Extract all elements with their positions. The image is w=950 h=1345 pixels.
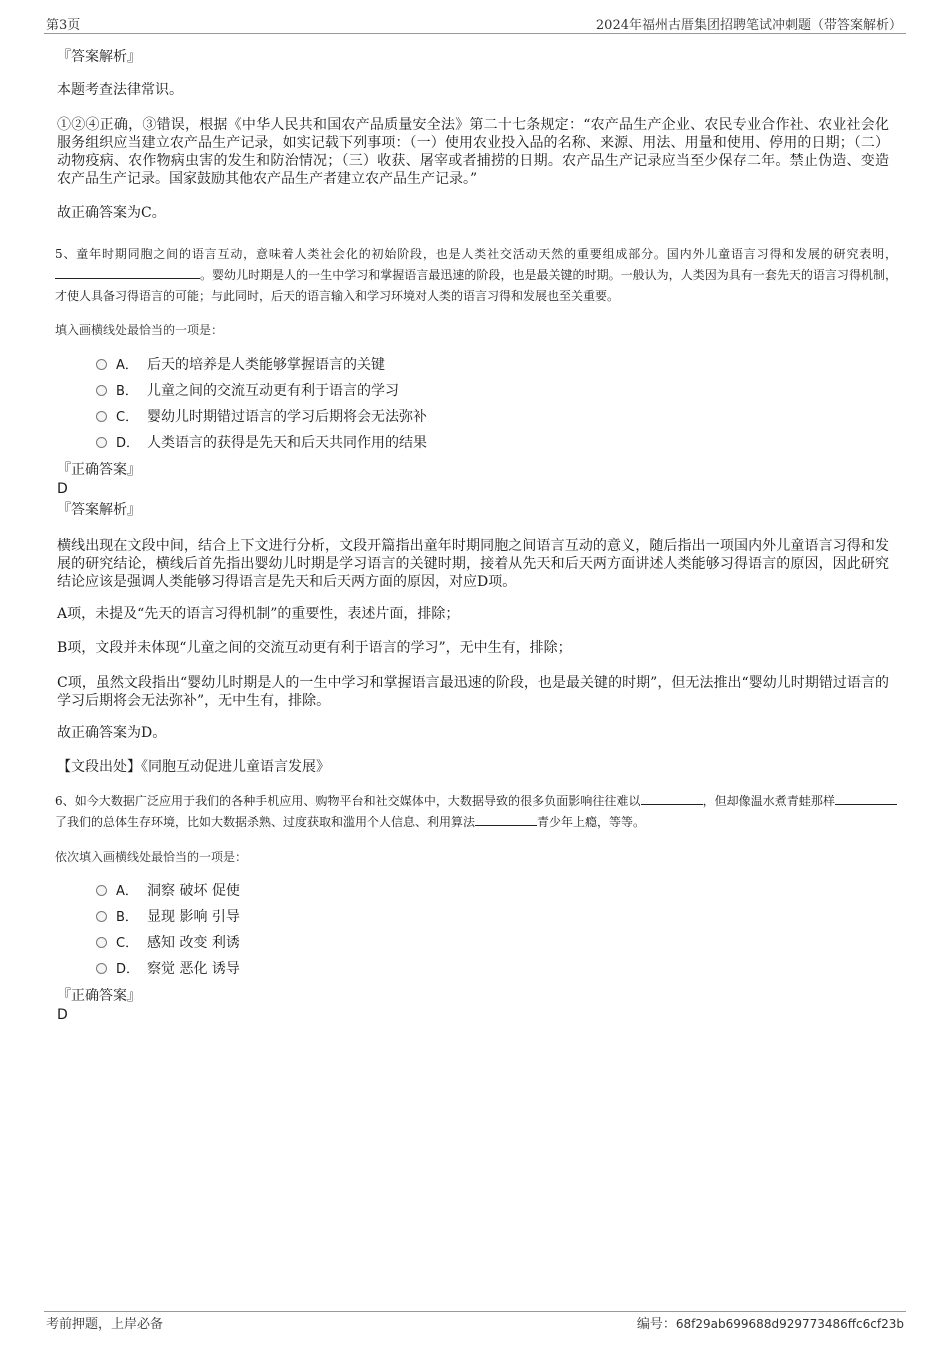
q5-option-b-letter: B． <box>116 384 138 399</box>
q5-option-b-text: 儿童之间的交流互动更有利于语言的学习 <box>147 383 399 399</box>
radio-icon[interactable] <box>96 411 107 422</box>
q6-blank-3 <box>475 812 537 826</box>
footer-serial <box>637 1313 904 1332</box>
radio-icon[interactable] <box>96 437 107 448</box>
page-number: 第3页 <box>46 18 81 33</box>
radio-icon[interactable] <box>96 911 107 922</box>
q6-stem-part2: ，但却像温水煮青蛙那样 <box>702 794 835 808</box>
radio-icon[interactable] <box>96 885 107 896</box>
q5-answer-label: 『正确答案』 <box>57 462 141 478</box>
q6-answer: D <box>57 1007 68 1023</box>
q4-analysis-label: 『答案解析』 <box>57 49 141 65</box>
q5-option-c-letter: C． <box>116 410 139 425</box>
q6-option-b-letter: B． <box>116 910 138 925</box>
q6-option-b-text: 显现 影响 引导 <box>147 909 240 925</box>
footer-divider <box>44 1311 906 1312</box>
q5-answer: D <box>57 481 68 497</box>
q6-option-d-letter: D． <box>116 962 140 977</box>
q6-option-c-letter: C． <box>116 936 139 951</box>
q5-option-d-text: 人类语言的获得是先天和后天共同作用的结果 <box>147 435 427 451</box>
q6-option-d[interactable] <box>96 959 240 980</box>
q4-analysis-p2: ①②④正确，③错误，根据《中华人民共和国农产品质量安全法》第二十七条规定：“农产品生产企业、农民专业合作社、农业社会化服务组织应当建立农产品生产记录，如实记载下列事项：（一）使用农业投入品的名称、来源、用法、用量和使用、停用的日期；（二）动物疫病、农作物病虫害的发生和防治情况；（三）收获、屠宰或者捕捞的日期。农产品生产记录应当至少保存二年。禁止伪造、变造农产品生产记录。国家鼓励其他农产品生产者建立农产品生产记录。” <box>57 117 889 187</box>
q5-stem <box>55 244 897 307</box>
q5-option-c-text: 婴幼儿时期错过语言的学习后期将会无法弥补 <box>147 409 427 425</box>
header-divider <box>44 33 906 34</box>
footer-serial-value: 68f29ab699688d929773486ffc6cf23b <box>675 1317 904 1331</box>
q5-blank <box>55 265 200 279</box>
q5-option-b[interactable] <box>96 381 399 402</box>
q5-analysis-p2: A项，未提及“先天的语言习得机制”的重要性，表述片面，排除； <box>57 606 460 622</box>
q6-stem-part1: 6、如今大数据广泛应用于我们的各种手机应用、购物平台和社交媒体中，大数据导致的很多负面影响往往难以 <box>55 794 641 808</box>
q4-analysis-p3: 故正确答案为C。 <box>57 205 166 221</box>
q5-option-a-text: 后天的培养是人类能够掌握语言的关键 <box>147 357 385 373</box>
radio-icon[interactable] <box>96 359 107 370</box>
q5-analysis-p3: B项，文段并未体现“儿童之间的交流互动更有利于语言的学习”，无中生有，排除； <box>57 640 572 656</box>
q5-option-c[interactable] <box>96 407 427 428</box>
q4-analysis-p1: 本题考查法律常识。 <box>57 82 183 98</box>
footer-slogan: 考前押题，上岸必备 <box>46 1317 164 1332</box>
q6-blank-2 <box>835 791 897 805</box>
q6-blank-1 <box>641 791 703 805</box>
q5-option-d-letter: D． <box>116 436 140 451</box>
q6-option-b[interactable] <box>96 907 240 928</box>
q6-stem-part4: 青少年上瘾，等等。 <box>537 815 646 829</box>
q5-stem-part1: 5、童年时期同胞之间的语言互动，意味着人类社会化的初始阶段，也是人类社交活动天然的重要组成部分。国内外儿童语言习得和发展的研究表明， <box>55 247 897 261</box>
q5-option-d[interactable] <box>96 433 427 454</box>
document-title: 2024年福州古厝集团招聘笔试冲刺题（带答案解析） <box>595 18 902 33</box>
q6-prompt: 依次填入画横线处最恰当的一项是： <box>55 850 248 864</box>
q6-option-c-text: 感知 改变 利诱 <box>147 935 240 951</box>
q6-option-a[interactable] <box>96 881 240 902</box>
q6-option-a-text: 洞察 破坏 促使 <box>147 883 240 899</box>
radio-icon[interactable] <box>96 963 107 974</box>
q5-analysis-p1: 横线出现在文段中间，结合上下文进行分析，文段开篇指出童年时期同胞之间语言互动的意义，随后指出一项国内外儿童语言习得和发展的研究结论，横线后首先指出婴幼儿时期是学习语言的关键时期，接着从先天和后天两方面讲述人类能够习得语言的原因，因此研究结论应该是强调人类能够习得语言是先天和后天两方面的原因，对应D项。 <box>57 538 889 590</box>
q5-stem-part2: 。婴幼儿时期是人的一生中学习和掌握语言最迅速的阶段，也是最关键的时期。一般认为，人类因为具有一套先天的语言习得机制，才使人具备习得语言的可能；与此同时，后天的语言输入和学习环境对人类的语言习得和发展也至关重要。 <box>55 268 897 303</box>
q5-analysis-p4: C项，虽然文段指出“婴幼儿时期是人的一生中学习和掌握语言最迅速的阶段，也是最关键的时期”，但无法推出“婴幼儿时期错过语言的学习后期将会无法弥补”，无中生有，排除。 <box>57 675 889 709</box>
q5-option-a[interactable] <box>96 355 385 376</box>
q6-option-c[interactable] <box>96 933 240 954</box>
footer-serial-label: 编号： <box>636 1317 676 1332</box>
q6-stem-part3: 了我们的总体生存环境，比如大数据杀熟、过度获取和滥用个人信息、利用算法 <box>55 815 476 829</box>
radio-icon[interactable] <box>96 937 107 948</box>
q5-analysis-p5: 故正确答案为D。 <box>57 725 167 741</box>
radio-icon[interactable] <box>96 385 107 396</box>
q5-source: 【文段出处】《同胞互动促进儿童语言发展》 <box>57 759 330 775</box>
q5-prompt: 填入画横线处最恰当的一项是： <box>55 323 224 337</box>
q5-option-a-letter: A． <box>116 358 138 373</box>
q6-option-d-text: 察觉 恶化 诱导 <box>147 961 240 977</box>
q6-stem <box>55 791 897 833</box>
q5-analysis-label: 『答案解析』 <box>57 502 141 518</box>
q6-option-a-letter: A． <box>116 884 138 899</box>
q6-answer-label: 『正确答案』 <box>57 988 141 1004</box>
